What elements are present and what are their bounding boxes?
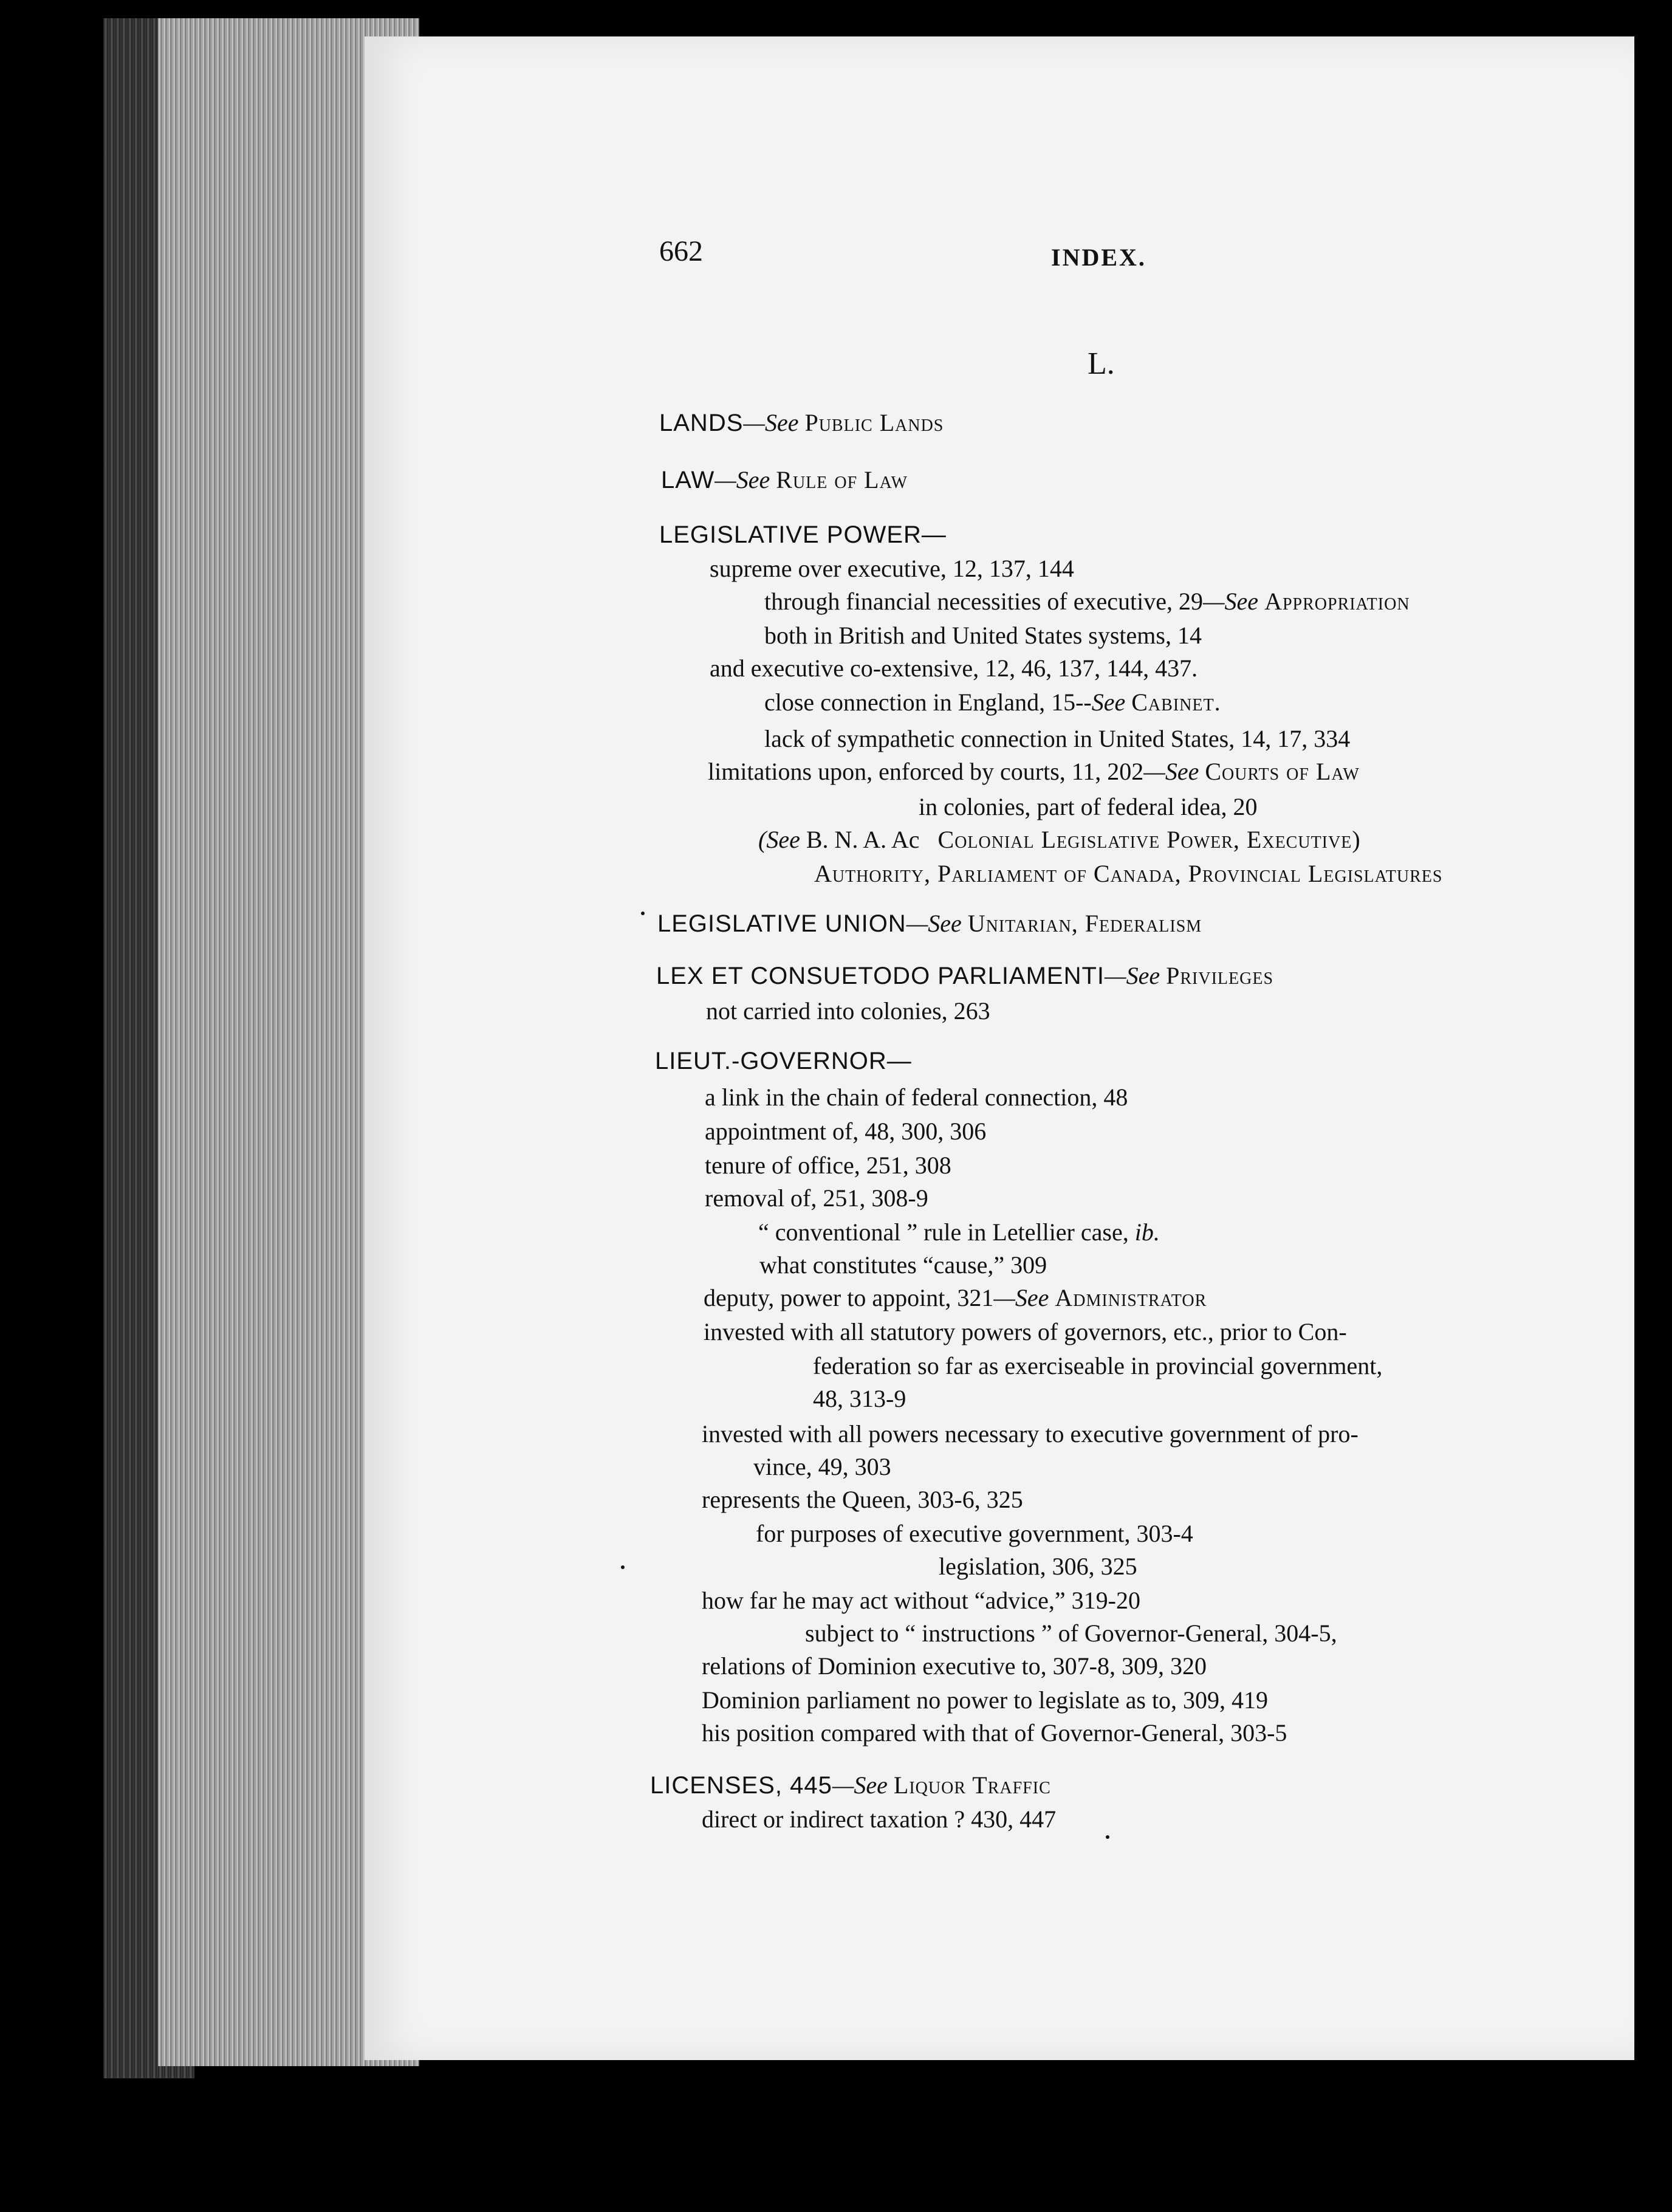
cross-reference: Cabinet. <box>1131 689 1221 716</box>
subentry-text: “ conventional ” rule in Letellier case, <box>758 1218 1129 1246</box>
subentry <box>764 587 1410 616</box>
see-ref-word: —See <box>743 409 799 436</box>
running-title: INDEX. <box>1051 244 1146 271</box>
cross-reference: Public Lands <box>804 409 944 436</box>
entry-heading: LEGISLATIVE UNION <box>657 910 906 937</box>
entry-lex-et-consuetodo <box>656 961 1273 991</box>
right-margin-shadow <box>1634 36 1672 2060</box>
see-ref-word: —See <box>993 1284 1049 1311</box>
subentry: both in British and United States systems, 14 <box>764 622 1202 649</box>
see-ref-word: —See <box>714 466 770 493</box>
see-ref-word: (See <box>758 826 800 853</box>
cross-reference: Colonial Legislative Power, Executive) <box>937 826 1361 853</box>
subentry <box>758 825 1361 854</box>
print-speck <box>1106 1835 1109 1839</box>
subentry: removal of, 251, 308-9 <box>705 1184 928 1212</box>
subentry: lack of sympathetic connection in United States, 14, 17, 334 <box>764 725 1351 752</box>
subentry: relations of Dominion executive to, 307-8, 309, 320 <box>702 1652 1207 1680</box>
subentry: a link in the chain of federal connection, 48 <box>705 1084 1128 1111</box>
subentry: supreme over executive, 12, 137, 144 <box>710 555 1074 582</box>
print-speck <box>641 912 645 915</box>
entry-licenses <box>650 1771 1051 1800</box>
subentry: how far he may act without “advice,” 319-20 <box>702 1587 1140 1614</box>
cross-reference: Liquor Traffic <box>893 1771 1051 1799</box>
subentry: vince, 49, 303 <box>753 1453 891 1480</box>
see-ref-word: —See <box>1143 758 1199 785</box>
subentry-text: B. N. A. Ac <box>806 826 920 853</box>
subentry: subject to “ instructions ” of Governor-General, 304-5, <box>805 1619 1337 1647</box>
cross-reference: Privileges <box>1166 962 1274 989</box>
subentry: invested with all statutory powers of governors, etc., prior to Con- <box>704 1318 1347 1345</box>
cross-reference: Courts of Law <box>1205 758 1360 785</box>
subentry: 48, 313-9 <box>813 1385 906 1412</box>
subentry-text: close connection in England, 15 <box>764 689 1076 716</box>
entry-heading: LEX ET CONSUETODO PARLIAMENTI <box>656 963 1105 989</box>
see-ref-word: --See <box>1075 689 1126 716</box>
subentry: for purposes of executive government, 303-4 <box>756 1520 1193 1547</box>
subentry: and executive co-extensive, 12, 46, 137, 144, 437. <box>710 654 1198 682</box>
entry-law <box>661 465 908 495</box>
subentry <box>704 1283 1207 1313</box>
see-ref-word: —See <box>1202 588 1259 615</box>
subentry: federation so far as exerciseable in provincial government, <box>813 1352 1383 1379</box>
entry-heading: LICENSES, 445 <box>650 1772 832 1799</box>
subentry <box>764 688 1221 717</box>
subentry: appointment of, 48, 300, 306 <box>705 1118 987 1145</box>
subentry-text: through financial necessities of executive, 29 <box>764 588 1203 615</box>
entry-lands <box>659 408 944 438</box>
subentry-text: limitations upon, enforced by courts, 11, 202 <box>708 758 1144 785</box>
subentry <box>708 757 1360 786</box>
subentry: legislation, 306, 325 <box>939 1553 1137 1580</box>
book-page <box>365 36 1634 2060</box>
subentry: direct or indirect taxation ? 430, 447 <box>702 1805 1057 1833</box>
cross-reference: Authority, Parliament of Canada, Provincial Legislatures <box>814 860 1443 887</box>
cross-reference: Administrator <box>1055 1284 1207 1311</box>
subentry <box>758 1218 1160 1247</box>
subentry: represents the Queen, 303-6, 325 <box>702 1486 1023 1513</box>
subentry-text: deputy, power to appoint, 321 <box>704 1284 994 1311</box>
see-ref-word: —See <box>1105 962 1160 989</box>
subentry: not carried into colonies, 263 <box>706 997 990 1025</box>
see-ref-word: —See <box>832 1771 888 1799</box>
subentry: in colonies, part of federal idea, 20 <box>919 793 1258 820</box>
cross-reference: Rule of Law <box>776 466 908 493</box>
subentry: Dominion parliament no power to legislate as to, 309, 419 <box>702 1686 1269 1714</box>
ibid-ref: ib. <box>1134 1218 1160 1246</box>
entry-legislative-power-heading: LEGISLATIVE POWER— <box>659 521 947 548</box>
entry-heading: LAW <box>661 467 715 493</box>
entry-legislative-union <box>657 909 1202 938</box>
subentry: tenure of office, 251, 308 <box>705 1152 951 1179</box>
entry-lieut-governor-heading: LIEUT.-GOVERNOR— <box>655 1048 912 1074</box>
print-speck <box>621 1565 625 1569</box>
entry-heading: LANDS <box>659 410 744 436</box>
see-ref-word: —See <box>906 910 962 937</box>
page-number: 662 <box>659 235 703 267</box>
subentry: his position compared with that of Governor-General, 303-5 <box>702 1719 1287 1747</box>
subentry: invested with all powers necessary to executive government of pro- <box>702 1420 1358 1448</box>
subentry: what constitutes “cause,” 309 <box>759 1251 1047 1279</box>
cross-reference: Unitarian, Federalism <box>967 910 1202 937</box>
cross-reference: Appropriation <box>1264 588 1410 615</box>
section-letter: L. <box>1088 346 1115 381</box>
